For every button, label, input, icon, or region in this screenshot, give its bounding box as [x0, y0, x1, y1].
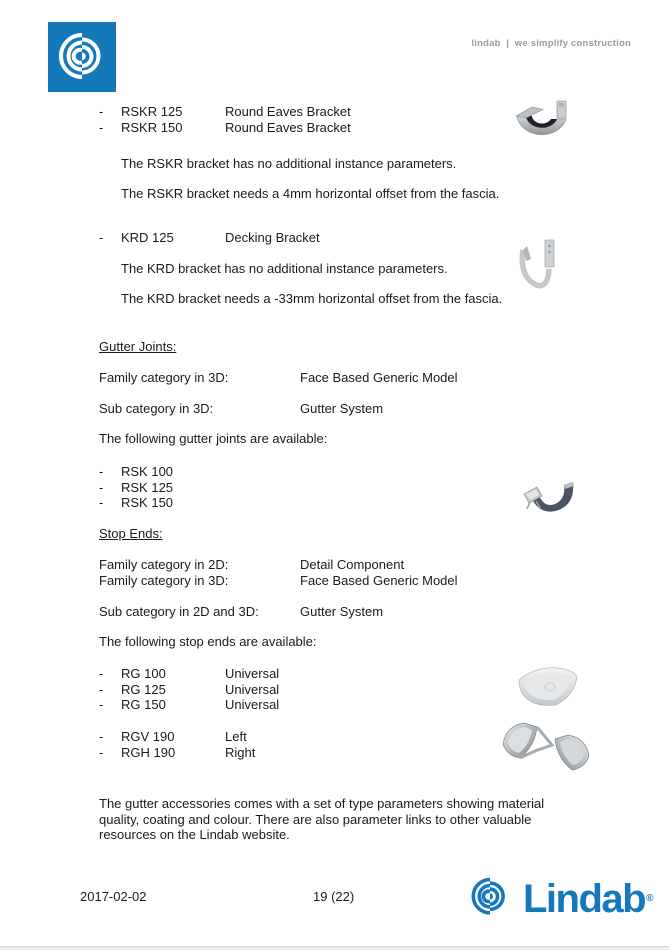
- rskr-paragraph-1: The RSKR bracket has no additional instance parameters.: [121, 156, 457, 171]
- krd-paragraph-2: The KRD bracket needs a -33mm horizontal offset from the fascia.: [121, 291, 503, 306]
- page-bottom-strip: [0, 946, 669, 950]
- family-category-3d-row-2: [99, 573, 458, 589]
- sub-category-2d-3d-row: [99, 604, 383, 620]
- krd-bracket-list: [99, 230, 320, 246]
- product-code: RG 150: [121, 697, 166, 712]
- list-dash: -: [99, 697, 104, 712]
- kv-label: Family category in 3D:: [99, 370, 229, 385]
- krd-decking-bracket-image: [514, 238, 560, 300]
- list-dash: -: [99, 729, 104, 744]
- product-code: KRD 125: [121, 230, 174, 245]
- rgv-rgh-stop-ends-image: [500, 718, 592, 780]
- kv-value: Gutter System: [300, 401, 384, 416]
- list-dash: -: [99, 119, 104, 135]
- footer-date: 2017-02-02: [80, 889, 147, 904]
- product-code: RG 125: [121, 681, 166, 697]
- footer-lindab-logo: [463, 871, 654, 927]
- rskr-bracket-list: [99, 104, 351, 135]
- footer-lindab-wordmark: Lindab: [523, 877, 646, 921]
- product-code: RGH 190: [121, 744, 176, 760]
- krd-paragraph-1: The KRD bracket has no additional instance parameters.: [121, 261, 448, 276]
- kv-label: Family category in 3D:: [99, 572, 229, 588]
- family-category-3d-row: [99, 370, 458, 386]
- list-item: [99, 682, 279, 698]
- kv-label: Sub category in 2D and 3D:: [99, 604, 259, 619]
- product-code: RSK 100: [121, 464, 174, 479]
- list-dash: -: [99, 681, 104, 697]
- sub-category-3d-row: [99, 401, 383, 417]
- lindab-rings-icon: [463, 869, 517, 929]
- list-item: [99, 697, 279, 713]
- list-item: [99, 104, 351, 120]
- list-dash: -: [99, 479, 104, 495]
- kv-value: Face Based Generic Model: [300, 370, 458, 385]
- closing-paragraph: The gutter accessories comes with a set of type parameters showing material quality, coating and colour. There are also parameter links to other valuable resources on the Lindab website.: [99, 796, 545, 842]
- product-code: RGV 190: [121, 729, 175, 744]
- product-code: RSK 150: [121, 495, 174, 510]
- footer-page-number: 19 (22): [313, 889, 355, 904]
- registered-trademark-symbol: ®: [646, 893, 654, 905]
- product-desc: Decking Bracket: [225, 230, 320, 245]
- family-category-2d-row: [99, 557, 404, 573]
- product-desc: Universal: [225, 697, 280, 712]
- gutter-joints-list: [99, 464, 225, 511]
- product-desc: Universal: [225, 681, 280, 697]
- product-code: RG 100: [121, 666, 166, 681]
- product-desc: Round Eaves Bracket: [225, 119, 351, 135]
- product-desc: Right: [225, 744, 256, 760]
- list-item: [99, 230, 320, 246]
- list-dash: -: [99, 104, 104, 119]
- list-dash: -: [99, 464, 104, 479]
- kv-label: Family category in 2D:: [99, 557, 229, 572]
- list-item: [99, 495, 225, 511]
- product-code: RSKR 125: [121, 104, 183, 119]
- gutter-joints-intro: The following gutter joints are available:: [99, 431, 328, 446]
- list-dash: -: [99, 230, 104, 245]
- product-code: RSK 125: [121, 479, 174, 495]
- list-item: [99, 480, 225, 496]
- product-code: RSKR 150: [121, 119, 183, 135]
- list-item: [99, 120, 351, 136]
- rsk-gutter-joint-image: [519, 475, 579, 518]
- product-desc: Round Eaves Bracket: [225, 104, 351, 119]
- stop-ends-heading: Stop Ends:: [99, 526, 163, 541]
- kv-value: Gutter System: [300, 604, 384, 619]
- kv-value: Detail Component: [300, 557, 405, 572]
- list-item: [99, 666, 279, 682]
- list-dash: -: [99, 666, 104, 681]
- list-item: [99, 729, 255, 745]
- rskr-round-eaves-bracket-image: [511, 100, 574, 154]
- kv-label: Sub category in 3D:: [99, 401, 214, 416]
- stop-ends-intro: The following stop ends are available:: [99, 634, 317, 649]
- header-tagline: lindab | we simplify construction: [471, 38, 631, 49]
- list-item: [99, 464, 225, 480]
- product-desc: Universal: [225, 666, 280, 681]
- list-dash: -: [99, 495, 104, 510]
- kv-value: Face Based Generic Model: [300, 572, 458, 588]
- lindab-logo-mark-icon: [48, 22, 116, 92]
- gutter-joints-heading: Gutter Joints:: [99, 339, 177, 354]
- rskr-paragraph-2: The RSKR bracket needs a 4mm horizontal offset from the fascia.: [121, 186, 500, 201]
- stop-ends-list-left-right: [99, 729, 255, 760]
- product-desc: Left: [225, 729, 247, 744]
- rg-universal-stop-end-image: [516, 663, 580, 710]
- stop-ends-list-universal: [99, 666, 279, 713]
- list-item: [99, 745, 255, 761]
- list-dash: -: [99, 744, 104, 760]
